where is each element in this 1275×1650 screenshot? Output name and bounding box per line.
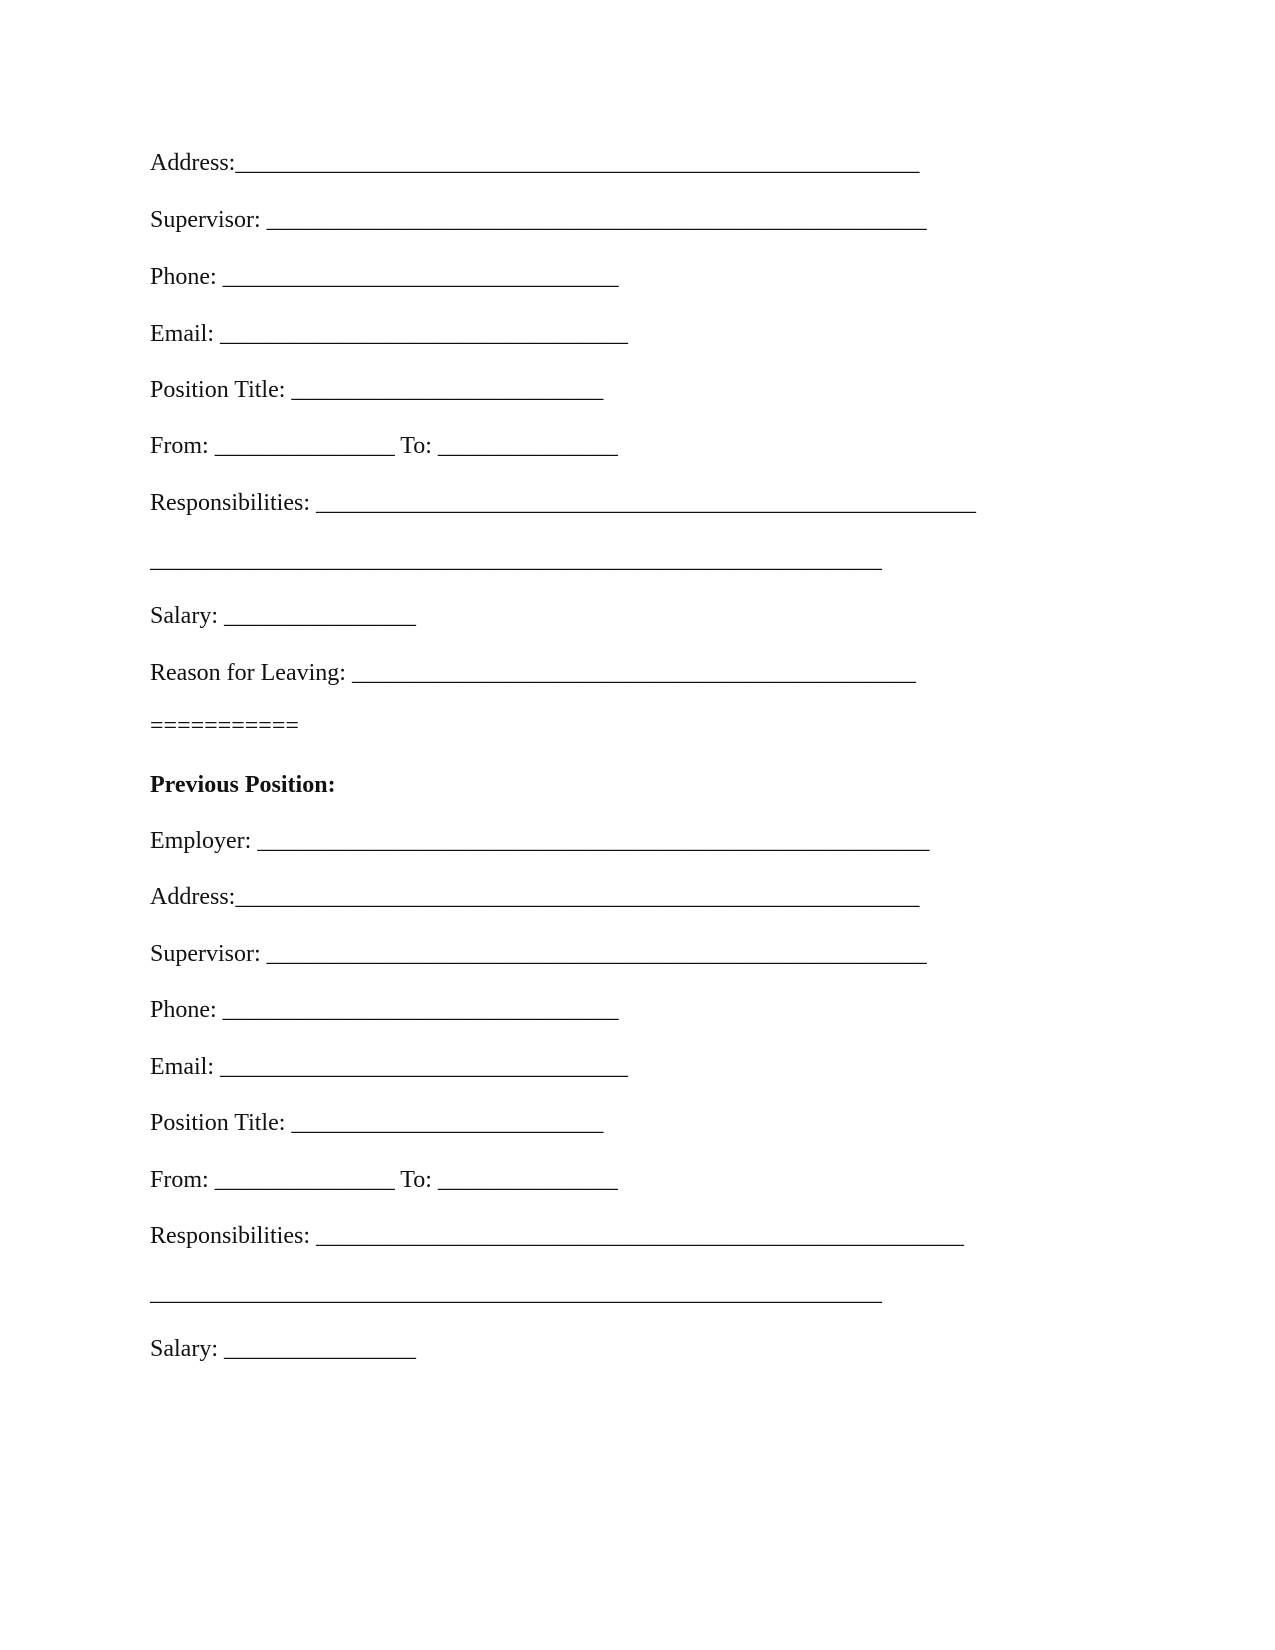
email-field[interactable]: __________________________________ — [219, 321, 628, 347]
prev-salary-field[interactable]: ________________ — [223, 1336, 416, 1362]
address-row — [150, 148, 919, 178]
reason-for-leaving-row — [150, 658, 916, 688]
responsibilities-row — [150, 488, 976, 518]
dates-row — [150, 431, 618, 461]
email-row — [150, 319, 628, 349]
to-field[interactable]: _______________ — [437, 433, 618, 459]
section-separator: =========== — [150, 713, 299, 739]
prev-responsibilities-row — [150, 1221, 964, 1251]
prev-responsibilities-field[interactable]: ______________________________________________________ — [316, 1223, 965, 1249]
reason-for-leaving-label: Reason for Leaving: — [150, 660, 346, 686]
prev-employer-field[interactable]: ________________________________________________________ — [257, 828, 930, 854]
prev-responsibilities-continued-row — [150, 1278, 882, 1308]
prev-supervisor-field[interactable]: _______________________________________________________ — [266, 941, 927, 967]
to-label: To: — [400, 433, 432, 459]
address-label: Address: — [150, 150, 236, 176]
previous-position-heading: Previous Position: — [150, 772, 336, 798]
prev-from-label: From: — [150, 1167, 209, 1193]
prev-email-label: Email: — [150, 1054, 214, 1080]
prev-dates-row — [150, 1165, 618, 1195]
position-title-row — [150, 375, 603, 405]
supervisor-field[interactable]: _______________________________________________________ — [266, 207, 927, 233]
salary-row — [150, 601, 416, 631]
prev-to-label: To: — [400, 1167, 432, 1193]
supervisor-label: Supervisor: — [150, 207, 261, 233]
prev-address-field[interactable]: _________________________________________________________ — [235, 884, 920, 910]
prev-address-label: Address: — [150, 884, 236, 910]
salary-field[interactable]: ________________ — [223, 603, 416, 629]
prev-email-field[interactable]: __________________________________ — [219, 1054, 628, 1080]
prev-salary-row — [150, 1334, 416, 1364]
prev-supervisor-row — [150, 939, 927, 969]
prev-position-title-label: Position Title: — [150, 1110, 286, 1136]
prev-address-row — [150, 882, 919, 912]
phone-field[interactable]: _________________________________ — [222, 264, 619, 290]
prev-employer-row — [150, 826, 929, 856]
prev-position-title-row — [150, 1108, 603, 1138]
phone-row — [150, 262, 619, 292]
prev-position-title-field[interactable]: __________________________ — [291, 1110, 604, 1136]
address-field[interactable]: _________________________________________________________ — [235, 150, 920, 176]
responsibilities-field[interactable]: _______________________________________________________ — [316, 490, 977, 516]
position-title-label: Position Title: — [150, 377, 286, 403]
supervisor-row — [150, 205, 927, 235]
from-label: From: — [150, 433, 209, 459]
prev-supervisor-label: Supervisor: — [150, 941, 261, 967]
salary-label: Salary: — [150, 603, 218, 629]
email-label: Email: — [150, 321, 214, 347]
prev-phone-label: Phone: — [150, 997, 217, 1023]
prev-employer-label: Employer: — [150, 828, 252, 854]
prev-salary-label: Salary: — [150, 1336, 218, 1362]
prev-to-field[interactable]: _______________ — [437, 1167, 618, 1193]
responsibilities-continued-row — [150, 545, 882, 575]
position-title-field[interactable]: __________________________ — [291, 377, 604, 403]
phone-label: Phone: — [150, 264, 217, 290]
prev-from-field[interactable]: _______________ — [214, 1167, 395, 1193]
prev-phone-field[interactable]: _________________________________ — [222, 997, 619, 1023]
prev-phone-row — [150, 995, 619, 1025]
responsibilities-continued-field[interactable]: _____________________________________________________________ — [150, 547, 882, 573]
responsibilities-label: Responsibilities: — [150, 490, 311, 516]
from-field[interactable]: _______________ — [214, 433, 395, 459]
prev-responsibilities-continued-field[interactable]: _____________________________________________________________ — [150, 1280, 882, 1306]
reason-for-leaving-field[interactable]: _______________________________________________ — [351, 660, 916, 686]
prev-email-row — [150, 1052, 628, 1082]
prev-responsibilities-label: Responsibilities: — [150, 1223, 311, 1249]
